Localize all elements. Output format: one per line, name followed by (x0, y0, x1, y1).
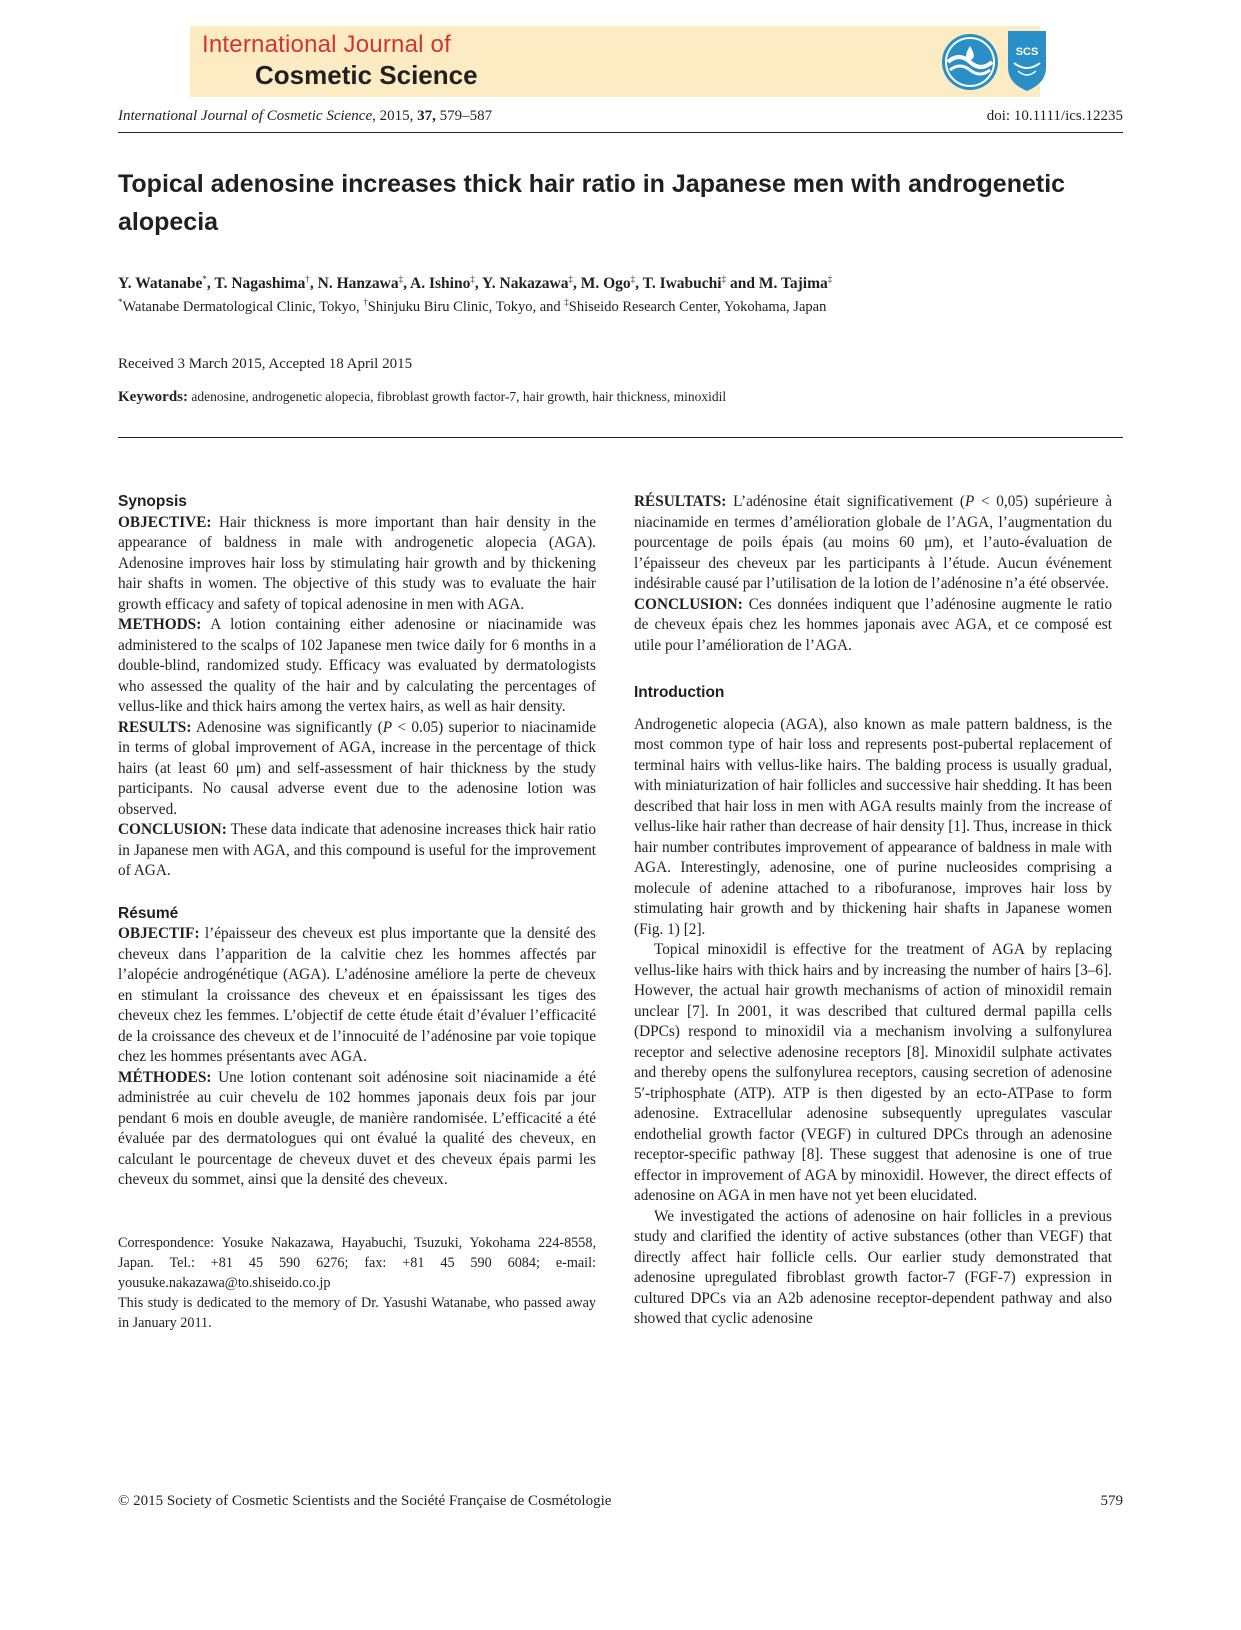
synopsis-heading: Synopsis (118, 493, 187, 510)
author-affiliation-mark: ‡ (398, 274, 404, 284)
author-affiliation-mark: * (202, 274, 207, 284)
introduction-heading: Introduction (634, 684, 725, 701)
running-header-pages: 579–587 (439, 108, 493, 124)
shield-text: SCS (1015, 46, 1039, 58)
page-number: 579 (1100, 1493, 1123, 1509)
journal-banner (190, 26, 1040, 97)
author-name: T. Nagashima (214, 275, 306, 293)
running-header-year: 2015, (379, 108, 414, 124)
author-affiliation-mark: ‡ (568, 274, 573, 284)
author-list: Y. Watanabe*, T. Nagashima†, N. Hanzawa‡, A. Ishino‡, Y. Nakazawa‡, M. Ogo‡, T. Iwabuchi‡ and M. Tajima‡ (118, 274, 833, 293)
left-column (118, 492, 596, 1333)
journal-circle-logo-icon (940, 32, 1000, 92)
correspondence-text: Correspondence: Yosuke Nakazawa, Hayabuchi, Tsuzuki, Yokohama 224-8558, Japan. Tel.: +81 45 590 6276; fax: +81 45 590 6084; e-mail: yousuke.nakazawa@to.shiseido.co.jp (118, 1234, 596, 1291)
dedication-text: This study is dedicated to the memory of Dr. Yasushi Watanabe, who passed away in January 2011. (118, 1294, 596, 1331)
synopsis-conclusion: CONCLUSION: These data indicate that adenosine increases thick hair ratio in Japanese men with AGA, and this compound is useful for the improvement of AGA. (118, 821, 596, 879)
keywords-line (118, 389, 726, 406)
author-affiliation-mark: ‡ (470, 274, 475, 284)
synopsis-results: RESULTS: Adenosine was significantly (P < 0.05) superior to niacinamide in terms of global improvement of AGA, increase in the percentage of thick hairs (at least 60 μm) and self-assessment of hair thickness by the study participants. No causal adverse event due to the adenosine lotion was observed. (118, 718, 597, 818)
resume-objectif: OBJECTIF: l’épaisseur des cheveux est plus importante que la densité des cheveux dans l’apparition de la calvitie chez les hommes affectés par l’alopécie androgénétique (AGA). L’adénosine améliore la perte de cheveux en stimulant la croissance des cheveux et en épaississant les tiges des cheveux chez les femmes. L’objectif de cette étude était d’évaluer l’efficacité de la croissance des cheveux et de l’innocuité de l’adénosine par voie topique chez les hommes présentants avec AGA. (118, 925, 596, 1065)
affiliation-mark: † (363, 297, 368, 307)
copyright-footer: © 2015 Society of Cosmetic Scientists and the Société Française de Cosmétologie (118, 1493, 612, 1509)
society-shield-logo-icon (1006, 29, 1048, 93)
author-affiliation-mark: ‡ (721, 274, 727, 284)
author-name: Y. Watanabe (118, 275, 203, 293)
affiliation-text: Watanabe Dermatological Clinic, Tokyo, (122, 298, 364, 315)
author-affiliation-mark: † (305, 274, 310, 284)
synopsis-methods: METHODS: A lotion containing either adenosine or niacinamide was administered to the scalps of 102 Japanese men twice daily for 6 months in a double-blind, randomized study. Efficacy was evaluated by dermatologists who assessed the quality of the hair and by calculating the percentages of vellus-like and thick hairs among the vertex hairs, as well as hair density. (118, 616, 596, 715)
author-affiliation-mark: ‡ (827, 274, 833, 284)
author-name: A. Ishino (410, 275, 471, 293)
keywords-text: adenosine, androgenetic alopecia, fibroblast growth factor-7, hair growth, hair thickness, minoxidil (191, 389, 727, 404)
synopsis-objective: OBJECTIVE: Hair thickness is more important than hair density in the appearance of baldness in male with androgenetic alopecia (AGA). Adenosine improves hair loss by stimulating hair growth and by thickening hair shafts in women. The objective of this study was to evaluate the hair growth efficacy and safety of topical adenosine in men with AGA. (118, 513, 597, 613)
author-name: M. Tajima (758, 275, 828, 293)
abstract-rule (118, 437, 1123, 438)
author-name: N. Hanzawa (317, 275, 399, 293)
intro-paragraph-1: Androgenetic alopecia (AGA), also known as male pattern baldness, is the most common type of hair loss and represents post-pubertal replacement of terminal hairs with vellus-like hairs. The balding process is usually gradual, with miniaturization of hair follicles and successive hair shedding. It has been described that hair loss in men with AGA results mainly from the increase of vellus-like hair rather than decrease of hair density [1]. Thus, increase in thick hair number contributes improvement of appearance of baldness in male with AGA. Interestingly, adenosine, one of purine nucleosides comprising a molecule of adenine attached to a ribofuranose, improves hair loss by stimulating hair growth and by thickening hair shafts in Japanese women (Fig. 1) [2]. (634, 715, 1112, 938)
intro-paragraph-2: Topical minoxidil is effective for the treatment of AGA by replacing vellus-like hairs with thick hairs and by increasing the number of hairs [3–6]. However, the actual hair growth mechanisms of action of minoxidil remain unclear [7]. In 2001, it was described that cultured dermal papilla cells (DPCs) respond to minoxidil via a mechanism involving a sulfonylurea receptor and selective adenosine receptors [8]. Minoxidil sulphate activates and thereby opens the sulfonylurea receptors, causing secretion of adenosine 5′-triphosphate (ATP). ATP is then digested by an ecto-ATPase to form adenosine. Extracellular adenosine subsequently upregulates vascular endothelial growth factor (VEGF) in cultured DPCs through an adenosine receptor-specific pathway [8]. These suggest that adenosine is one of true effector in improvement of AGA by minoxidil. However, the direct effects of adenosine on AGA in men have not yet been elucidated. (634, 941, 1112, 1204)
affiliation-mark: * (118, 297, 123, 307)
journal-banner-line1: International Journal of (202, 31, 451, 58)
resume-methodes: MÉTHODES: Une lotion contenant soit adénosine soit niacinamide a été administrée au cuir chevelu de 102 hommes japonais deux fois par jour pendant 6 mois en double aveugle, de manière randomisée. L’efficacité a été évaluée par des dermatologues qui ont évalué la qualité des cheveux, en calculant le pourcentage de cheveux duvet et des cheveux épais parmi les cheveux du sommet, ainsi que la densité des cheveux. (118, 1068, 596, 1188)
right-column (634, 492, 1112, 1330)
correspondence-block (118, 1233, 596, 1333)
article-title: Topical adenosine increases thick hair ratio in Japanese men with androgenetic alopecia (118, 170, 1066, 236)
resume-conclusion: CONCLUSION: Ces données indiquent que l’adénosine augmente le ratio de cheveux épais chez les hommes japonais avec AGA, et ce composé est utile pour l’amélioration de l’AGA. (634, 595, 1112, 654)
running-header-citation: International Journal of Cosmetic Science, 2015, 37, 579–587 (118, 108, 493, 124)
resume-resultats: RÉSULTATS: L’adénosine était significativement (P < 0,05) supérieure à niacinamide en termes d’amélioration globale de l’AGA, l’augmentation du pourcentage de poils épais (au moins 60 μm), et l’auto-évaluation de l’épaisseur des cheveux par les participants à l’étude. Aucun événement indésirable causé par l’utilisation de la lotion de l’adénosine n’a été observée. (634, 493, 1112, 592)
author-name: T. Iwabuchi (642, 275, 722, 293)
header-rule (118, 132, 1123, 133)
author-name: M. Ogo (580, 275, 631, 293)
running-header-volume: 37, (417, 108, 436, 124)
affiliation-mark: ‡ (564, 297, 569, 307)
running-header-journal: International Journal of Cosmetic Science (118, 108, 373, 124)
author-affiliation-mark: ‡ (630, 274, 636, 284)
affiliation-text: Shiseido Research Center, Yokohama, Japan (568, 298, 827, 315)
affiliation-list (118, 297, 826, 316)
author-name: Y. Nakazawa (482, 275, 569, 293)
intro-paragraph-3: We investigated the actions of adenosine on hair follicles in a previous study and clarified the identity of active substances (other than VEGF) that directly affect hair follicle cells. Our earlier study demonstrated that adenosine upregulated fibroblast growth factor-7 (FGF-7) expression in cultured DPCs via an A2b adenosine receptor-dependent pathway and also showed that cyclic adenosine (634, 1207, 1112, 1327)
journal-banner-line2: Cosmetic Science (255, 60, 478, 90)
resume-heading: Résumé (118, 904, 179, 922)
affiliation-text: Shinjuku Biru Clinic, Tokyo, and (367, 298, 565, 315)
running-header-doi: doi: 10.1111/ics.12235 (986, 108, 1123, 124)
keywords-label: Keywords: (118, 389, 188, 405)
received-dates: Received 3 March 2015, Accepted 18 April 2015 (118, 356, 413, 372)
